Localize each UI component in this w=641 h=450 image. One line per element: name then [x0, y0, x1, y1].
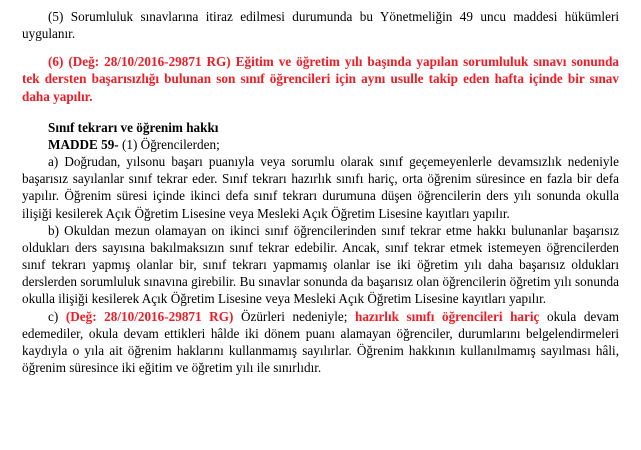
paragraph-c-space	[347, 309, 355, 324]
paragraph-c-mid-text: Özürleri nedeniyle;	[240, 308, 348, 324]
paragraph-c-mid	[233, 309, 241, 324]
paragraph-c	[22, 308, 619, 377]
article-59-text: (1) Öğrencilerden;	[118, 136, 220, 152]
article-59-label: MADDE 59-	[48, 136, 119, 152]
paragraph-6	[22, 53, 619, 104]
paragraph-6-text: (6) (Değ: 28/10/2016-29871 RG) Eğitim ve öğretim yılı başında yapılan sorumluluk sınavı sonunda tek dersten başarısızlığı bulunan son sınıf öğrencileri için aynı usulle takip eden hafta içinde bir sınav daha yapılır.	[22, 54, 619, 104]
paragraph-5-text: (5) Sorumluluk sınavlarına itiraz edilmesi durumunda bu Yönetmeliğin 49 uncu maddesi hükümleri uygulanır.	[22, 9, 619, 42]
section-heading	[22, 119, 619, 136]
paragraph-b-text: b) Okuldan mezun olamayan on ikinci sınıf öğrencilerinden sınıf tekrar etme hakkı bulunanlar başarısız oldukları ders sayısına bakılmaksızın sınıf tekrar edebilir. Ancak, sınıf tekrar etmek istemeyen öğrencilerden sınıf tekrarı yapmış olanlar bir, sınıf tekrarı yapmamış olanlar ise iki öğretim yılı daha başarısız oldukları derslerden sorumluluk sınavına girebilir. Bu sınavlar sonunda da başarısız olan öğrencilerin öğretim yılı sonunda okulla ilişiği kesilerek Açık Öğretim Lisesine veya Mesleki Açık Öğretim Lisesine kayıtları yapılır.	[22, 222, 619, 307]
spacer	[22, 42, 619, 53]
paragraph-a	[22, 153, 619, 222]
paragraph-5	[22, 8, 619, 42]
spacer	[22, 105, 619, 119]
section-heading-text: Sınıf tekrarı ve öğrenim hakkı	[48, 119, 219, 135]
paragraph-c-rest: okula devam edemediler, okula devam ettikleri hâlde iki dönem puanı alamayan öğrenciler, durumlarını belgelendirmeleri kaydıyla o yıla ait öğrenim haklarını kullanmamış sayılırlar. Öğrenim hakkının kullanılmamış sayılması hâli, öğrenim süresince iki eğitim ve öğretim yılı ile sınırlıdır.	[22, 308, 620, 375]
paragraph-b	[22, 222, 619, 308]
article-59-line	[22, 136, 619, 153]
paragraph-c-amendment: (Değ: 28/10/2016-29871 RG)	[65, 308, 234, 324]
paragraph-a-text: a) Doğrudan, yılsonu başarı puanıyla veya sorumlu olarak sınıf geçemeyenlerle devamsızlık nedeniyle başarısız sayılanlar sınıf tekrar eder. Sınıf tekrarı hazırlık sınıfı hariç, orta öğrenim süresince en fazla bir defa yapılır. Öğrenim süresi içinde ikinci defa sınıf tekrarı durumuna düşen öğrencilerin ders yılı sonunda okulla ilişiği kesilerek Açık Öğretim Lisesine veya Mesleki Açık Öğretim Lisesine kayıtları yapılır.	[22, 154, 619, 221]
paragraph-c-red-tail: hazırlık sınıfı öğrencileri hariç	[355, 308, 540, 324]
paragraph-c-marker: c)	[48, 308, 66, 324]
